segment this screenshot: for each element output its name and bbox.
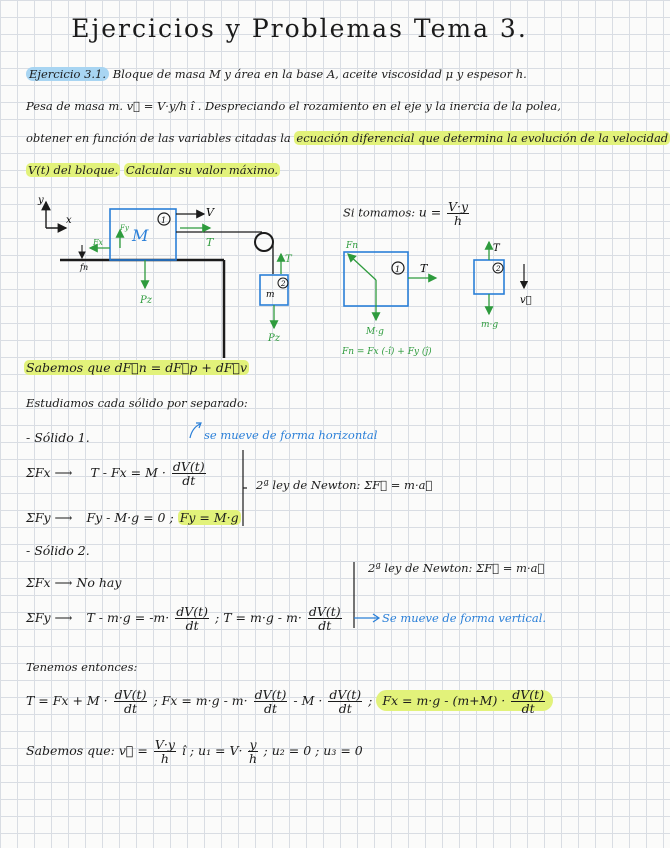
velocity-field-mid: î ; u₁ = V·: [181, 743, 243, 758]
solido-2-fraction-2: [308, 605, 342, 632]
solido-2-newton: 2ª ley de Newton: ΣF⃗ = m·a⃗: [368, 561, 545, 575]
weight-label-1: Pz: [140, 295, 152, 306]
final-fraction-4: [511, 688, 545, 715]
final-fraction-2-den: dt: [263, 701, 277, 716]
pulley: [255, 233, 273, 251]
final-highlight-text: Fx = m·g - (m+M) ·: [382, 693, 506, 708]
final-highlight: [376, 687, 553, 716]
tension-label-2: T: [285, 254, 292, 265]
solido-1-eq-x-body: T - Fx = M ·: [90, 465, 166, 480]
final-fraction-4-num: dV(t): [512, 687, 545, 702]
solido-2-fraction-1: [175, 605, 209, 632]
velocity-label: V: [206, 206, 214, 219]
solido-1-heading: - Sólido 1.: [26, 430, 90, 445]
fbd-weight-label-1: M·g: [366, 327, 384, 337]
fn-resultant-label: Fn: [346, 241, 359, 251]
velocity-field-num-2: y: [249, 737, 257, 752]
solido-1-eq-x-fraction: [172, 460, 206, 487]
sabemos-highlight: Sabemos que dF⃗n = dF⃗p + dF⃗v: [26, 360, 248, 375]
final-fraction-3-num: dV(t): [329, 687, 362, 702]
fn-equation: Fn = Fx (-î) + Fy (ĵ): [342, 347, 432, 357]
final-fraction-1-den: dt: [124, 701, 138, 716]
final-fraction-2: [254, 688, 288, 715]
fn-label: fn: [80, 263, 89, 272]
solido-1-note: se mueve de forma horizontal: [204, 428, 378, 442]
solido-2-fraction-2-num: dV(t): [308, 604, 341, 619]
si-tomamos-text: Si tomamos:: [343, 205, 416, 220]
fx-label: Fx: [93, 238, 104, 247]
final-fraction-2-num: dV(t): [254, 687, 287, 702]
statement-line-4: [26, 163, 280, 177]
velocity-field-fraction-1: [154, 738, 176, 765]
fn-resultant-arrow: [348, 254, 376, 280]
final-fraction-1: [114, 688, 148, 715]
final-eq-fx: ; Fx = m·g - m·: [153, 693, 248, 708]
si-tomamos-num: V·y: [447, 199, 468, 214]
velocity-field-line: [26, 738, 363, 765]
solido-1-eq-y-body: Fy - M·g = 0 ;: [86, 510, 174, 525]
fbd-node-1-label: 1: [395, 265, 401, 274]
fy-label: Fy: [120, 224, 129, 232]
tension-label-1: T: [206, 236, 214, 249]
statement-highlight-velocity: V(t) del bloque.: [28, 163, 119, 177]
statement-text-3a: obtener en función de las variables citadas la: [26, 131, 291, 145]
solido-2-eq-y-lhs: ΣFy ⟶: [26, 610, 73, 625]
solido-1-eq-x: [26, 460, 208, 487]
velocity-field-den-2: h: [248, 751, 258, 766]
solido-2-fraction-2-den: dt: [318, 618, 332, 633]
fbd-weight-label-2: m·g: [481, 320, 499, 330]
solido-2-eq-y-mid: ; T = m·g - m·: [215, 610, 302, 625]
solido-1-eq-y-highlight: Fy = M·g: [179, 510, 239, 525]
axis-x-label: x: [66, 215, 72, 226]
final-fraction-3: [328, 688, 362, 715]
final-eq-sep: ;: [368, 693, 373, 708]
solido-2-fraction-1-den: dt: [185, 618, 199, 633]
si-tomamos-lhs: u =: [418, 204, 442, 220]
solido-2-bracket: [350, 560, 382, 632]
node-1-label: 1: [161, 216, 167, 225]
solido-1-eq-x-den: dt: [182, 473, 196, 488]
fbd-tension-label-2: T: [493, 243, 500, 254]
solido-1-eq-x-num: dV(t): [172, 459, 205, 474]
solido-2-note: Se mueve de forma vertical.: [382, 611, 547, 625]
tenemos-line: Tenemos entonces:: [26, 660, 138, 674]
solido-1-eq-x-lhs: ΣFx ⟶: [26, 465, 73, 480]
statement-highlight-max: Calcular su valor máximo.: [125, 163, 279, 177]
final-fraction-4-den: dt: [521, 701, 535, 716]
statement-text-1: Bloque de masa M y área en la base A, aceite viscosidad μ y espesor h.: [112, 67, 527, 81]
final-fraction-3-den: dt: [338, 701, 352, 716]
node-2-label: 2: [281, 280, 286, 288]
velocity-field-den-1: h: [160, 751, 169, 766]
si-tomamos-den: h: [453, 213, 462, 228]
exercise-label: Ejercicio 3.1.: [26, 67, 109, 81]
solido-1-eq-y: [26, 510, 241, 525]
solido-1-eq-y-lhs: ΣFy ⟶: [26, 510, 73, 525]
statement-line-2: Pesa de masa m. v⃗ = V·y/h î . Despreciando el rozamiento en el eje y la inercia de la polea,: [26, 99, 561, 113]
page-title: Ejercicios y Problemas Tema 3.: [71, 14, 528, 43]
final-eq-minus: - M ·: [293, 693, 323, 708]
statement-line-3: [26, 131, 670, 145]
solido-2-eq-y-body: T - m·g = -m·: [86, 610, 170, 625]
weight-label-2: Pz: [268, 333, 280, 344]
solido-2-eq-x: ΣFx ⟶ No hay: [26, 575, 122, 590]
sabemos-line: [24, 360, 249, 375]
solido-1-newton: 2ª ley de Newton: ΣF⃗ = m·a⃗: [256, 478, 433, 492]
si-tomamos: [343, 200, 471, 227]
solido-1-bracket: [238, 448, 248, 528]
velocity-field-num-1: V·y: [154, 737, 175, 752]
final-fraction-1-num: dV(t): [114, 687, 147, 702]
statement-line-1: [26, 67, 527, 81]
si-tomamos-fraction: [447, 200, 469, 227]
solido-2-heading: - Sólido 2.: [26, 543, 90, 558]
fbd-tension-label: T: [420, 262, 428, 275]
fbd-velocity-label: v⃗: [520, 295, 532, 306]
velocity-field-fraction-2: [248, 738, 257, 765]
axis-y-label: y: [38, 195, 44, 206]
free-body-diagram: [0, 188, 599, 360]
solido-2-fraction-1-num: dV(t): [176, 604, 209, 619]
fbd-node-2-label: 2: [496, 265, 501, 273]
note-arrow-1: [186, 420, 206, 440]
final-eq-t: T = Fx + M ·: [26, 693, 108, 708]
estudiamos-line: Estudiamos cada sólido por separado:: [26, 396, 248, 410]
solido-2-eq-y: [26, 605, 344, 632]
velocity-field-tail: ; u₂ = 0 ; u₃ = 0: [263, 743, 363, 758]
block-m-label: m: [266, 290, 275, 300]
final-equations: [26, 688, 553, 715]
statement-highlight-equation: ecuación diferencial que determina la evolución de la velocidad: [296, 131, 669, 145]
velocity-field-lhs: Sabemos que: v⃗ =: [26, 743, 148, 758]
block-M-label: M: [132, 226, 149, 245]
